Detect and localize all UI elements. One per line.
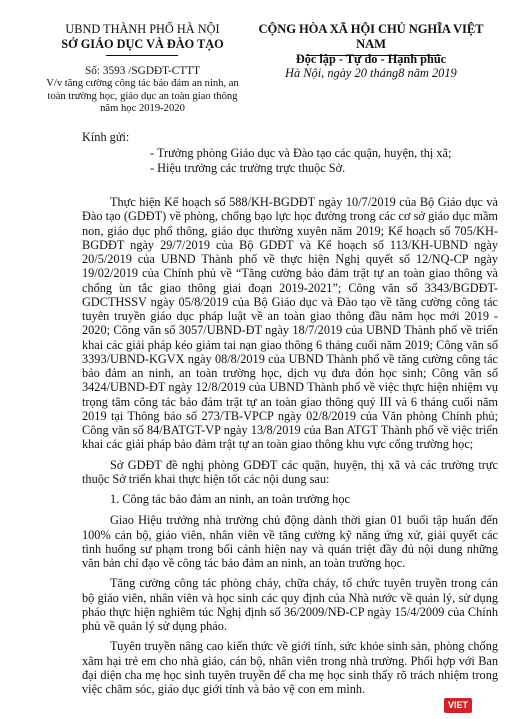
national-motto xyxy=(246,22,496,67)
body-paragraph: Giao Hiệu trưởng nhà trường chủ động dành thời gian 01 buổi tập huấn đến 100% cán bộ, giáo viên, nhân viên về tăng cường kỹ năng ứng xử, giải quyết các tình huống sư phạm trong bối cảnh hiện nay và quán triệt đầy đủ nội dung những văn bản chỉ đạo về công tác bảo đảm an ninh, an toàn trường học. xyxy=(82,513,498,570)
document-date: Hà Nội, ngày 20 tháng8 năm 2019 xyxy=(285,66,457,80)
watermark-logo: VIET xyxy=(444,698,472,713)
body-paragraph: Tuyên truyền nâng cao kiến thức về giới tính, sức khỏe sinh sản, phòng chống xâm hại trẻ em cho nhà giáo, cán bộ, nhân viên trong nhà trường. Phối hợp với Ban đại diện cha mẹ học sinh tuyên truyền để cha mẹ học sinh thấy rõ trách nhiệm trong việc chăm sóc, giáo dục giới tính và bảo vệ con em mình. xyxy=(82,639,498,696)
issuing-agency xyxy=(40,22,245,52)
agency-department: SỞ GIÁO DỤC VÀ ĐÀO TẠO xyxy=(61,37,224,51)
recipient-item: - Trưởng phòng Giáo dục và Đào tạo các quận, huyện, thị xã; xyxy=(150,146,452,160)
body-paragraph: Sở GDĐT đề nghị phòng GDĐT các quận, huyện, thị xã và các trường trực thuộc Sở triển khai thực hiện tốt các nội dung sau: xyxy=(82,457,498,486)
body-paragraph: Tăng cường công tác phòng cháy, chữa cháy, tổ chức tuyên truyền trong cán bộ giáo viên, nhân viên và học sinh các quy định của Nhà nước về quản lý, sử dụng pháo thực hiện nghiêm túc Nghị định số 36/2009/NĐ-CP ngày 15/4/2009 của Chính phủ về quản lý sử dụng pháo. xyxy=(82,576,498,633)
agency-underline xyxy=(106,55,178,56)
motto: Độc lập - Tự do - Hạnh phúc xyxy=(295,52,447,66)
document-subject: V/v tăng cường công tác bảo đảm an ninh, an toàn trường học, giáo dục an toàn giao thông năm học 2019-2020 xyxy=(46,78,239,115)
salutation-label: Kính gửi: xyxy=(82,130,130,144)
document-body xyxy=(82,195,498,702)
recipient-item: - Hiệu trưởng các trường trực thuộc Sở. xyxy=(150,161,346,175)
document-number: Số: 3593 /SGDĐT-CTTT xyxy=(84,65,201,77)
nation-name: CỘNG HÒA XÃ HỘI CHỦ NGHĨA VIỆT NAM xyxy=(258,22,484,51)
section-heading: 1. Công tác bảo đảm an ninh, an toàn trường học xyxy=(110,492,350,506)
agency-city: UBND THÀNH PHỐ HÀ NỘI xyxy=(65,22,220,36)
body-paragraph: Thực hiện Kế hoạch số 588/KH-BGDĐT ngày 10/7/2019 của Bộ Giáo dục và Đào tạo (GDĐT) về phòng, chống bạo lực học đường trong các cơ sở giáo dục mầm non, giáo dục phổ thông, giáo dục thường xuyên năm 2019; Kế hoạch số 705/KH-BGDĐT ngày 29/7/2019 của Bộ GDĐT và Kế hoạch số 113/KH-UBND ngày 20/5/2019 của UBND Thành phố về thực hiện Nghị quyết số 12/NQ-CP ngày 19/02/2019 của Chính phủ về “Tăng cường bảo đảm trật tự an toàn giao thông và chống ùn tắc giao thông giai đoạn 2019-2021”; Công văn số 3343/BGDĐT-GDCTHSSV ngày 05/8/2019 của Bộ Giáo dục và Đào tạo về tăng cường công tác tuyên truyền giáo dục pháp luật về an toàn giao thông đầu năm học mới 2019 - 2020; Công văn số 3057/UBND-ĐT ngày 18/7/2019 của UBND Thành phố về triển khai các giải pháp kéo giảm tai nạn giao thông 6 tháng cuối năm 2019; Công văn số 3393/UBND-KGVX ngày 08/8/2019 của UBND Thành phố về tăng cường công tác bảo đảm an ninh, an toàn trường học, dịch vụ đưa đón học sinh; Công văn số 3424/UBND-ĐT ngày 12/8/2019 của UBND Thành phố về việc thực hiện nhiệm vụ trọng tâm công tác bảo đảm trật tự an toàn giao thông quý III và 6 tháng cuối năm 2019 tại Thông báo số 273/TB-VPCP ngày 02/8/2019 của Văn phòng Chính phủ; Công văn số 84/BATGT-VP ngày 13/8/2019 của Ban ATGT Thành phố về việc triển khai các giải pháp bảo đảm trật tự an toàn giao thông khu vực cổng trường học; xyxy=(82,195,498,452)
motto-underline xyxy=(306,55,441,56)
